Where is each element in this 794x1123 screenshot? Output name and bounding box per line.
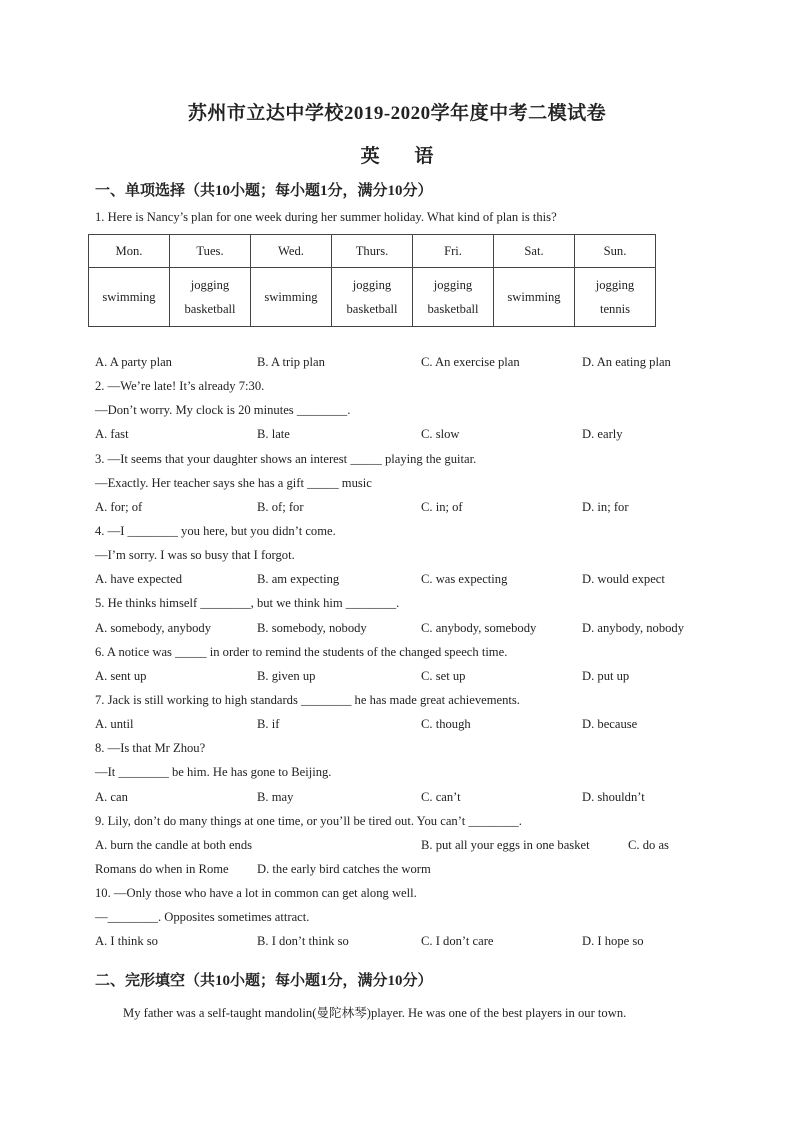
activity-text: jogging xyxy=(433,278,473,292)
q7-option-b: B. if xyxy=(257,717,280,731)
day-cell: Wed. xyxy=(251,235,332,268)
q3-option-b: B. of; for xyxy=(257,500,304,514)
q3-option-a: A. for; of xyxy=(95,500,143,514)
q5-option-c: C. anybody, somebody xyxy=(421,621,537,635)
q5-option-b: B. somebody, nobody xyxy=(257,621,367,635)
q1-option-a: A. A party plan xyxy=(95,355,172,369)
activity-cell xyxy=(332,268,413,327)
q4-line2: —I’m sorry. I was so busy that I forgot. xyxy=(95,548,295,562)
q9-option-c: C. do as xyxy=(628,838,669,852)
activity-cell xyxy=(170,268,251,327)
q8-option-a: A. can xyxy=(95,790,128,804)
activity-text: jogging xyxy=(190,278,230,292)
q2-option-c: C. slow xyxy=(421,427,460,441)
activity-text: swimming xyxy=(102,290,156,304)
q10-line1: 10. —Only those who have a lot in common can get along well. xyxy=(95,886,417,900)
q10-option-a: A. I think so xyxy=(95,934,158,948)
q1-stem: 1. Here is Nancy’s plan for one week during her summer holiday. What kind of plan is this? xyxy=(95,210,557,224)
activity-text: tennis xyxy=(599,302,631,316)
q10-option-c: C. I don’t care xyxy=(421,934,494,948)
activity-cell xyxy=(413,268,494,327)
q8-option-d: D. shouldn’t xyxy=(582,790,645,804)
activity-cell xyxy=(494,268,575,327)
q6-option-c: C. set up xyxy=(421,669,466,683)
q10-option-d: D. I hope so xyxy=(582,934,644,948)
q6-option-d: D. put up xyxy=(582,669,630,683)
q1-option-c: C. An exercise plan xyxy=(421,355,520,369)
q7-option-c: C. though xyxy=(421,717,471,731)
activity-text: jogging xyxy=(352,278,392,292)
q5-option-d: D. anybody, nobody xyxy=(582,621,685,635)
q10-option-b: B. I don’t think so xyxy=(257,934,349,948)
weekly-plan-table xyxy=(88,234,656,327)
q6-option-a: A. sent up xyxy=(95,669,147,683)
activity-text: swimming xyxy=(507,290,561,304)
section2-heading: 二、完形填空（共10小题；每小题1分，满分10分） xyxy=(95,973,433,989)
q6-option-b: B. given up xyxy=(257,669,316,683)
q8-option-c: C. can’t xyxy=(421,790,461,804)
activity-text: swimming xyxy=(264,290,318,304)
q2-line1: 2. —We’re late! It’s already 7:30. xyxy=(95,379,265,393)
q7-option-a: A. until xyxy=(95,717,134,731)
q5-line1: 5. He thinks himself ________, but we think him ________. xyxy=(95,596,400,610)
q5-option-a: A. somebody, anybody xyxy=(95,621,212,635)
q3-line2: —Exactly. Her teacher says she has a gift _____ music xyxy=(95,476,372,490)
activity-cell xyxy=(575,268,656,327)
activity-text: jogging xyxy=(595,278,635,292)
activity-text: basketball xyxy=(346,302,398,316)
day-cell: Mon. xyxy=(89,235,170,268)
q9-line1: 9. Lily, don’t do many things at one time, or you’ll be tired out. You can’t ________. xyxy=(95,814,522,828)
q4-option-a: A. have expected xyxy=(95,572,183,586)
q4-option-b: B. am expecting xyxy=(257,572,340,586)
q8-line1: 8. —Is that Mr Zhou? xyxy=(95,741,206,755)
q3-line1: 3. —It seems that your daughter shows an interest _____ playing the guitar. xyxy=(95,452,477,466)
q4-option-c: C. was expecting xyxy=(421,572,508,586)
activity-text: basketball xyxy=(184,302,236,316)
q7-option-d: D. because xyxy=(582,717,638,731)
q6-line1: 6. A notice was _____ in order to remind the students of the changed speech time. xyxy=(95,645,508,659)
q2-option-b: B. late xyxy=(257,427,290,441)
q9-option-d: D. the early bird catches the worm xyxy=(257,862,431,876)
subject-title: 英 语 xyxy=(360,146,434,167)
section2-passage: My father was a self-taught mandolin(曼陀林琴)player. He was one of the best players in our town. xyxy=(123,1006,627,1020)
q4-line1: 4. —I ________ you here, but you didn’t come. xyxy=(95,524,336,538)
q3-option-d: D. in; for xyxy=(582,500,629,514)
q3-option-c: C. in; of xyxy=(421,500,463,514)
activity-cell xyxy=(251,268,332,327)
day-cell: Sat. xyxy=(494,235,575,268)
day-cell: Sun. xyxy=(575,235,656,268)
q8-option-b: B. may xyxy=(257,790,294,804)
exam-title: 苏州市立达中学校2019-2020学年度中考二模试卷 xyxy=(187,103,607,124)
q4-option-d: D. would expect xyxy=(582,572,665,586)
q10-line2: —________. Opposites sometimes attract. xyxy=(95,910,310,924)
day-cell: Tues. xyxy=(170,235,251,268)
q2-option-a: A. fast xyxy=(95,427,129,441)
activity-cell xyxy=(89,268,170,327)
q2-line2: —Don’t worry. My clock is 20 minutes ________. xyxy=(95,403,351,417)
q1-option-b: B. A trip plan xyxy=(257,355,325,369)
q8-line2: —It ________ be him. He has gone to Beijing. xyxy=(95,765,332,779)
activity-text: basketball xyxy=(427,302,479,316)
q9-option-b: B. put all your eggs in one basket xyxy=(421,838,590,852)
day-cell: Fri. xyxy=(413,235,494,268)
q7-line1: 7. Jack is still working to high standards ________ he has made great achievements. xyxy=(95,693,520,707)
table-activity-row xyxy=(89,268,656,327)
q2-option-d: D. early xyxy=(582,427,623,441)
day-cell: Thurs. xyxy=(332,235,413,268)
q1-option-d: D. An eating plan xyxy=(582,355,671,369)
table-header-row xyxy=(89,235,656,268)
q9-option-a: A. burn the candle at both ends xyxy=(95,838,253,852)
q9-option-c-continued: Romans do when in Rome xyxy=(95,862,229,876)
section1-heading: 一、单项选择（共10小题；每小题1分，满分10分） xyxy=(95,183,433,199)
